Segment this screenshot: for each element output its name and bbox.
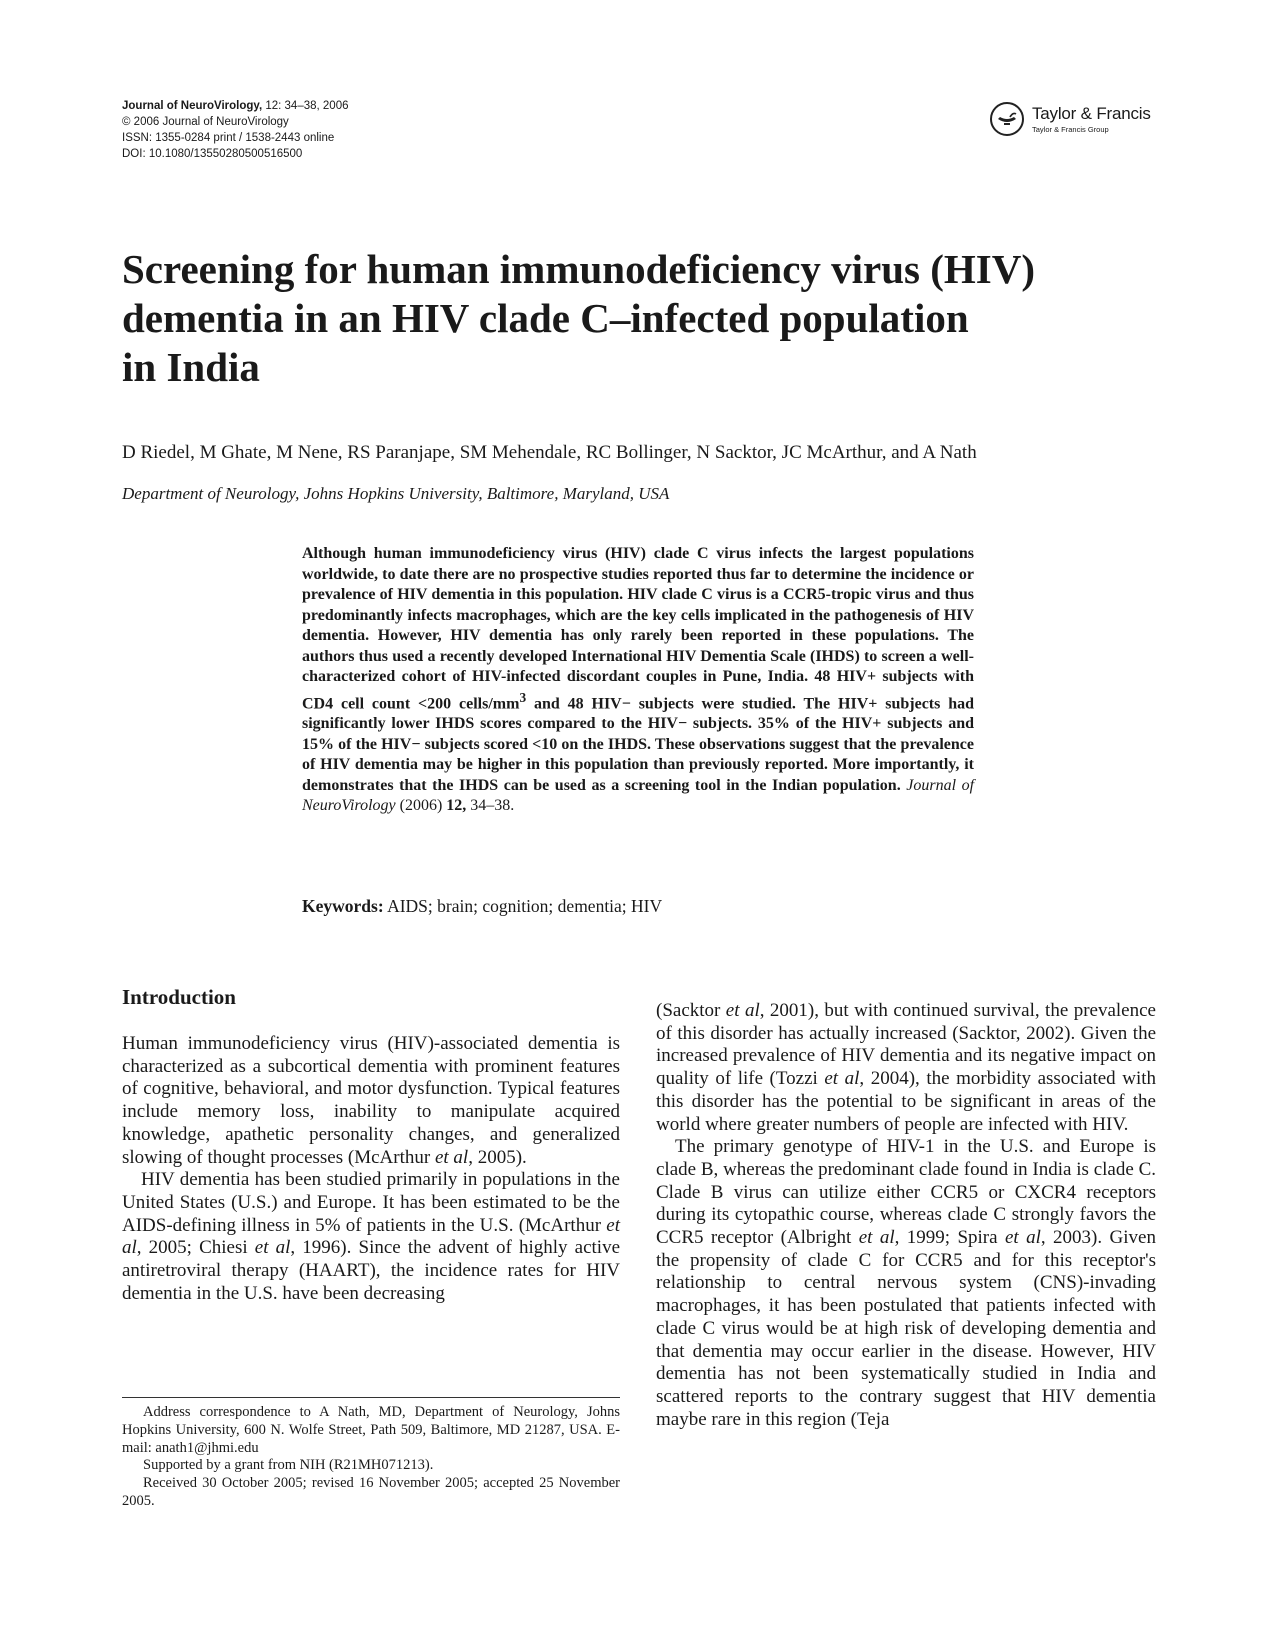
intro-paragraph-2 [122, 1169, 620, 1305]
text-run: HIV dementia has been studied primarily in populations in the United States (U.S.) and Europe. It has been estimated to be the AIDS-defining illness in 5% of patients in the U.S. (McArthur [122, 1169, 620, 1236]
footnote-received: Received 30 October 2005; revised 16 November 2005; accepted 25 November 2005. [122, 1475, 620, 1509]
text-run: , 1996). Since the advent of highly active antiretroviral therapy (HAART), the incidence rates for HIV dementia in the U.S. have been decreasing [122, 1237, 621, 1304]
text-run-italic: et al [725, 1000, 760, 1021]
citation-volume: 12, [446, 797, 467, 815]
title-line-1: Screening for human immunodeficiency virus (HIV) [122, 246, 1036, 292]
text-run: , 2001), but with continued survival, the prevalence of this disorder has actually increased (Sacktor, 2002). Given the increased prevalence of HIV dementia and its negative impact on quality of life (Tozzi [656, 1000, 1156, 1090]
text-run: , 2005). [468, 1146, 527, 1168]
intro-paragraph-4 [656, 1136, 1156, 1431]
abstract-superscript: 3 [519, 689, 527, 705]
text-run-italic: et al [254, 1237, 291, 1259]
journal-issn: ISSN: 1355-0284 print / 1538-2443 online [122, 132, 335, 144]
text-run-italic: et al [824, 1068, 860, 1090]
text-run: , 1999; Spira [894, 1227, 1005, 1249]
intro-paragraph-1 [122, 1033, 620, 1169]
body-column-right [656, 1000, 1156, 1431]
publisher-logo [990, 100, 1160, 144]
title-line-2: dementia in an HIV clade C–infected population [122, 295, 969, 341]
citation-journal: Journal of NeuroVirology [302, 776, 975, 815]
footnote-divider [122, 1397, 620, 1398]
footnote-support: Supported by a grant from NIH (R21MH071213). [143, 1457, 434, 1474]
publisher-group: Taylor & Francis Group [1032, 125, 1109, 134]
text-run: , 2004), the morbidity associated with this disorder has the potential to be significant in areas of the world where greater numbers of people are infected with HIV. [656, 1068, 1157, 1135]
abstract-text-a: Although human immunodeficiency virus (HIV) clade C virus infects the largest populations worldwide, to date there are no prospective studies reported thus far to determine the incidence or prevalence of HIV dementia in this population. HIV clade C virus is a CCR5-tropic virus and thus predominantly infects macrophages, which are the key cells implicated in the pathogenesis of HIV dementia. However, HIV dementia has only rarely been reported in these populations. The authors thus used a recently developed International HIV Dementia Scale (IHDS) to screen a well-characterized cohort of HIV-infected discordant couples in Pune, India. 48 HIV+ subjects with CD4 cell count <200 cells/mm [302, 545, 974, 712]
publisher-name: Taylor & Francis [1032, 104, 1151, 123]
section-heading-introduction: Introduction [122, 985, 236, 1009]
keywords-label: Keywords: [302, 896, 384, 916]
journal-citation [122, 98, 349, 114]
abstract-text-b: and 48 HIV− subjects were studied. The HIV+ subjects had significantly lower IHDS scores compared to the HIV− subjects. 35% of the HIV+ subjects and 15% of the HIV− subjects scored <10 on the IHDS. These observations suggest that the prevalence of HIV dementia may be higher in this population than previously reported. More importantly, it demonstrates that the IHDS can be used as a screening tool in the Indian population. [302, 694, 975, 794]
text-run: , 2005; Chiesi [136, 1237, 255, 1259]
text-run-italic: et al [122, 1214, 620, 1259]
footnotes [122, 1404, 620, 1511]
abstract [302, 544, 974, 817]
keywords-list: AIDS; brain; cognition; dementia; HIV [383, 896, 663, 916]
text-run: Human immunodeficiency virus (HIV)-associated dementia is characterized as a subcortical dementia with prominent features of cognitive, behavioral, and motor dysfunction. Typical features include memory loss, inability to manipulate acquired knowledge, apathetic personality changes, and generalized slowing of thought processes (McArthur [122, 1033, 620, 1168]
body-column-left [122, 1033, 620, 1305]
author-list: D Riedel, M Ghate, M Nene, RS Paranjape, SM Mehendale, RC Bollinger, N Sacktor, JC McArthur, and A Nath [122, 442, 977, 463]
citation-pages: 34–38. [466, 797, 515, 815]
title-line-3: in India [122, 344, 260, 390]
text-run: (Sacktor [656, 1000, 726, 1021]
article-title [122, 245, 1162, 392]
journal-doi: DOI: 10.1080/13550280500516500 [122, 148, 303, 160]
intro-paragraph-3 [656, 1000, 1156, 1136]
text-run: , 2003). Given the propensity of clade C for CCR5 and for this receptor's relationship to central nervous system (CNS)-invading macrophages, it has been postulated that patients infected with clade C virus would be at high risk of developing dementia and that dementia may occur earlier in the disease. However, HIV dementia has not been systematically studied in India and scattered reports to the contrary suggest that HIV dementia maybe rare in this region (Teja [656, 1227, 1156, 1430]
journal-volume-pages: 12: 34–38, 2006 [262, 100, 349, 112]
text-run-italic: et al [1004, 1227, 1041, 1249]
affiliation: Department of Neurology, Johns Hopkins University, Baltimore, Maryland, USA [122, 484, 670, 503]
text-run-italic: et al [434, 1146, 469, 1168]
journal-name: Journal of NeuroVirology, [122, 100, 263, 112]
journal-info [122, 98, 349, 162]
journal-copyright: © 2006 Journal of NeuroVirology [122, 116, 289, 128]
footnote-address: Address correspondence to A Nath, MD, Department of Neurology, Johns Hopkins University, 600 N. Wolfe Street, Path 509, Baltimore, MD 21287, USA. E-mail: anath1@jhmi.edu [122, 1404, 620, 1456]
lamp-icon [990, 102, 1024, 136]
text-run: The primary genotype of HIV-1 in the U.S. and Europe is clade B, whereas the predominant clade found in India is clade C. Clade B virus can utilize either CCR5 or CXCR4 receptors during its cytopathic course, whereas clade C strongly favors the CCR5 receptor (Albright [656, 1136, 1156, 1249]
text-run-italic: et al [858, 1227, 895, 1249]
keywords [302, 896, 662, 917]
citation-year: (2006) [395, 797, 447, 815]
